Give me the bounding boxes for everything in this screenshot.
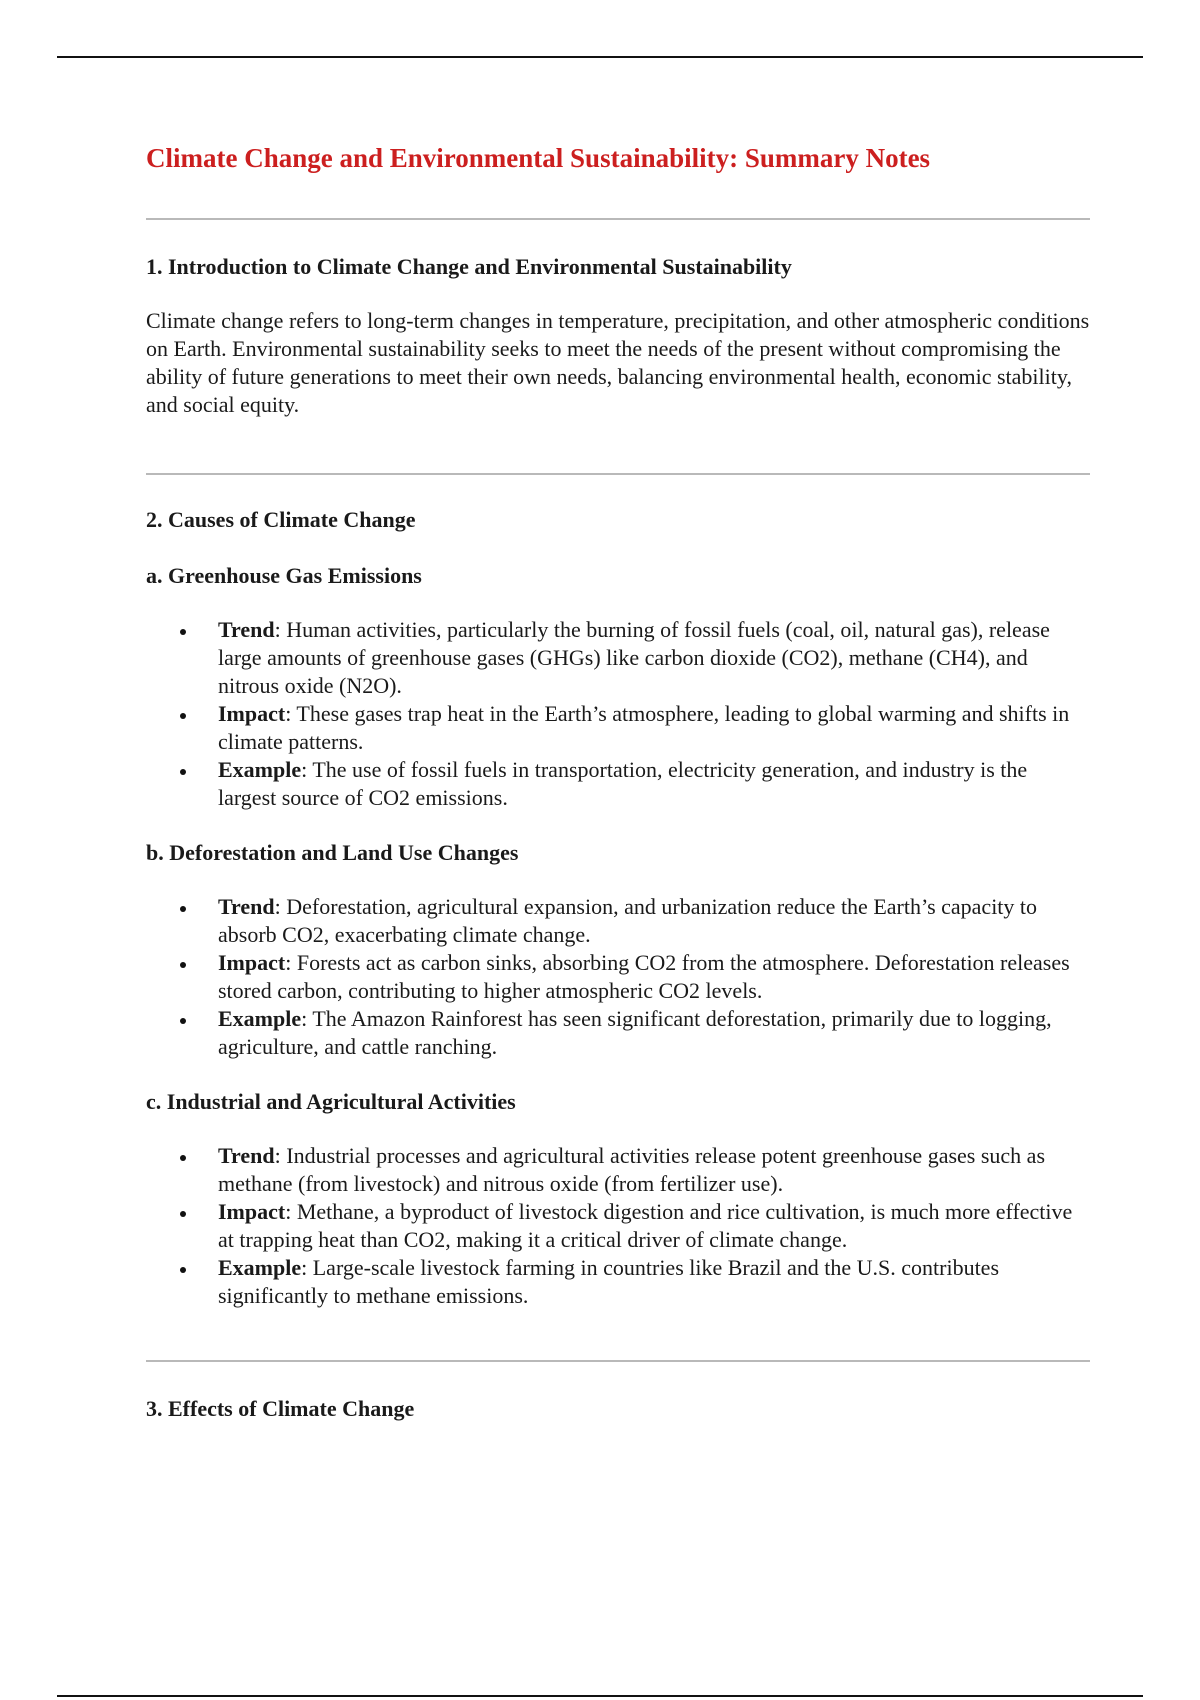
list-item: Example: The use of fossil fuels in transportation, electricity generation, and industry is the largest source of CO2 emissions. [146,756,1090,812]
list-item: Impact: Methane, a byproduct of livestock digestion and rice cultivation, is much more effective at trapping heat than CO2, making it a critical driver of climate change. [146,1198,1090,1254]
list-item: Trend: Deforestation, agricultural expansion, and urbanization reduce the Earth’s capacity to absorb CO2, exacerbating climate change. [146,893,1090,949]
subsection-heading-deforestation: b. Deforestation and Land Use Changes [146,840,519,865]
bullet-icon [180,962,186,968]
section-divider [146,218,1090,220]
bullet-icon [180,629,186,635]
bullet-icon [180,1211,186,1217]
list-item: Impact: Forests act as carbon sinks, absorbing CO2 from the atmosphere. Deforestation releases stored carbon, contributing to higher atmospheric CO2 levels. [146,949,1090,1005]
list-item: Trend: Industrial processes and agricultural activities release potent greenhouse gases such as methane (from livestock) and nitrous oxide (from fertilizer use). [146,1142,1090,1198]
causes-heading: 2. Causes of Climate Change [146,507,416,532]
document-body [146,140,1090,1423]
section-divider [146,1360,1090,1362]
bullet-icon [180,1155,186,1161]
subsection-heading-industrial: c. Industrial and Agricultural Activities [146,1089,516,1114]
document-title: Climate Change and Environmental Sustainability: Summary Notes [146,143,931,173]
section-divider [146,473,1090,475]
intro-heading: 1. Introduction to Climate Change and Environmental Sustainability [146,254,792,279]
list-item: Trend: Human activities, particularly the burning of fossil fuels (coal, oil, natural gas), release large amounts of greenhouse gases (GHGs) like carbon dioxide (CO2), methane (CH4), and nitrous oxide (N2O). [146,616,1090,700]
subsection-heading-greenhouse: a. Greenhouse Gas Emissions [146,563,422,588]
bullet-icon [180,1018,186,1024]
bullet-icon [180,769,186,775]
list-item: Impact: These gases trap heat in the Earth’s atmosphere, leading to global warming and shifts in climate patterns. [146,700,1090,756]
page-bottom-rule [57,1695,1143,1697]
bullet-icon [180,713,186,719]
list-item: Example: Large-scale livestock farming in countries like Brazil and the U.S. contributes significantly to methane emissions. [146,1254,1090,1310]
industrial-list [146,1142,1090,1310]
deforestation-list [146,893,1090,1061]
bullet-icon [180,1267,186,1273]
bullet-icon [180,906,186,912]
intro-paragraph: Climate change refers to long-term changes in temperature, precipitation, and other atmospheric conditions on Earth. Environmental sustainability seeks to meet the needs of the present without compromising the ability of future generations to meet their own needs, balancing environmental health, economic stability, and social equity. [146,308,1090,417]
page-top-rule [57,56,1143,58]
greenhouse-list [146,616,1090,812]
list-item: Example: The Amazon Rainforest has seen significant deforestation, primarily due to logging, agriculture, and cattle ranching. [146,1005,1090,1061]
effects-heading: 3. Effects of Climate Change [146,1396,415,1421]
